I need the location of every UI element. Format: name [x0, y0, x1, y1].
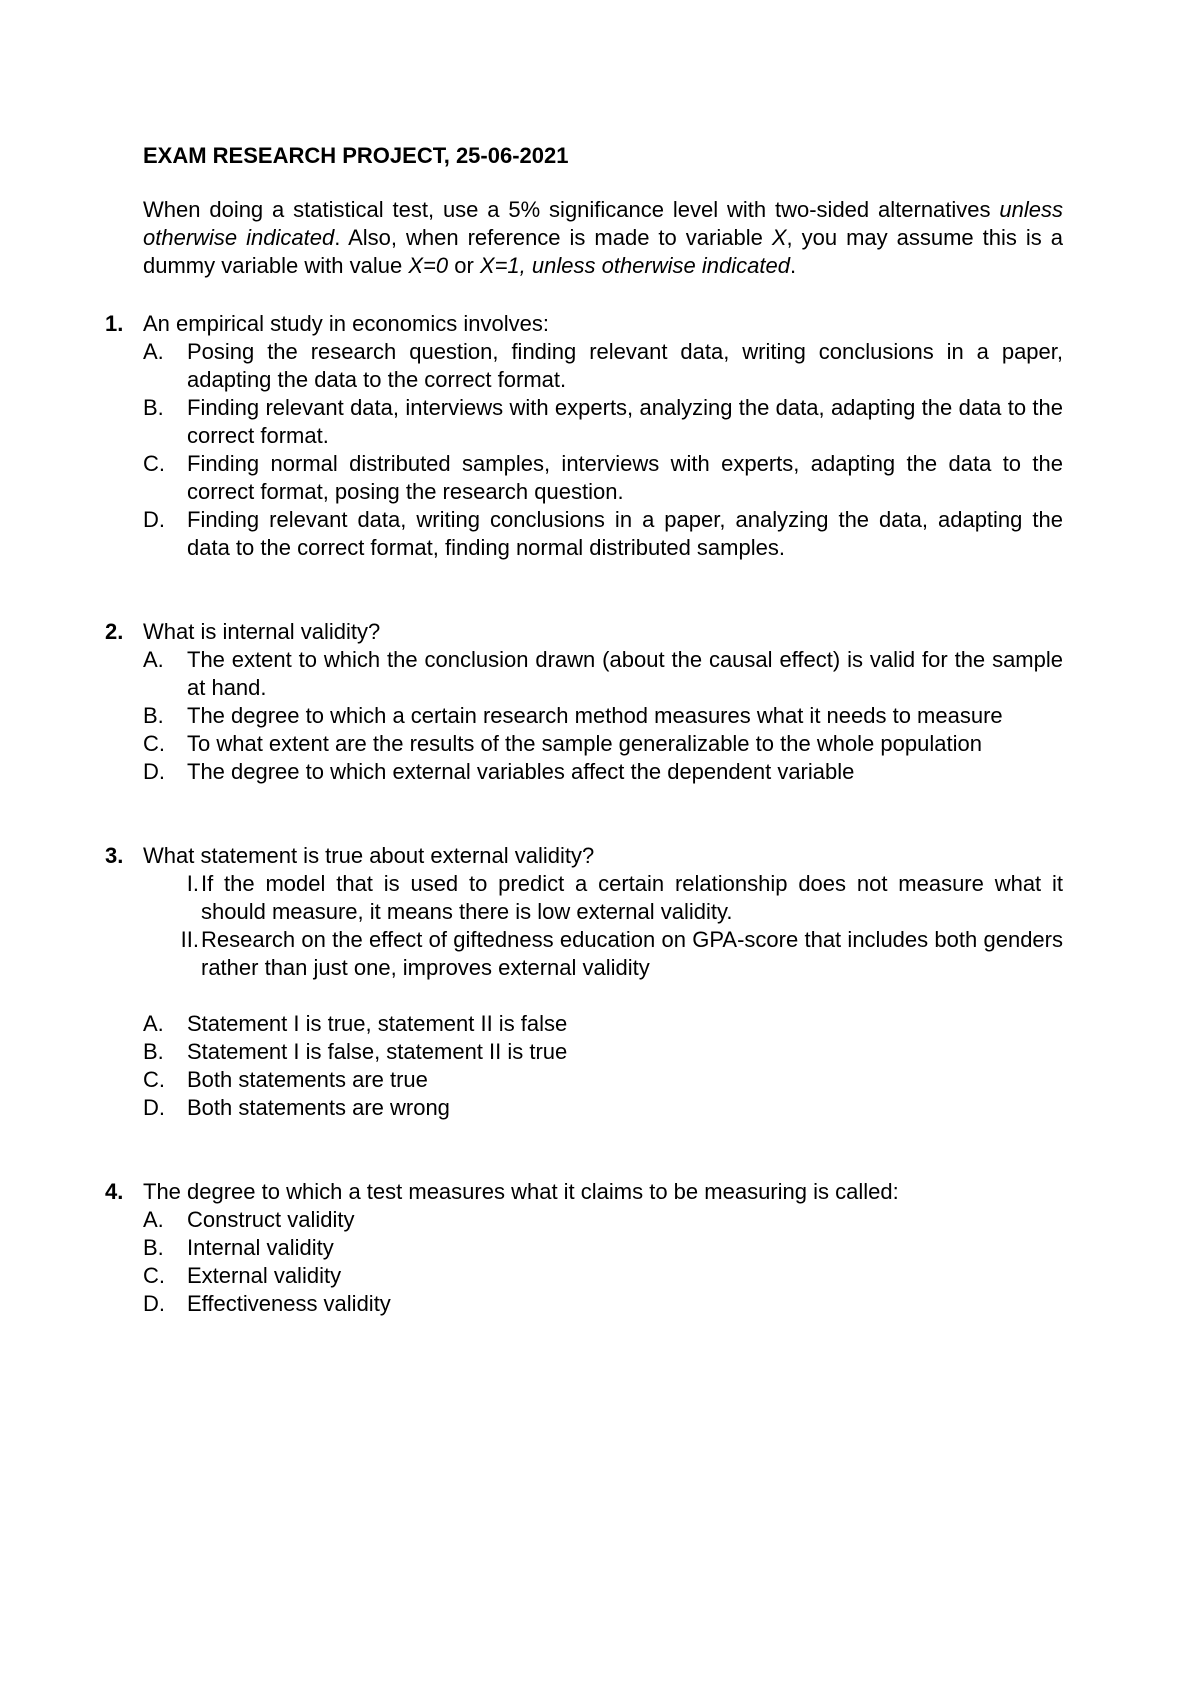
option-text: Both statements are true — [187, 1067, 428, 1092]
answer-options — [143, 338, 1063, 562]
statement-text: If the model that is used to predict a certain relationship does not measure what it should measure, it means there is low external validity. — [201, 871, 1063, 924]
instructions-text-2: . Also, when reference is made to variable — [334, 225, 772, 250]
instructions-text-4: or — [448, 253, 480, 278]
answer-option-a — [143, 338, 1063, 394]
option-text: Finding relevant data, interviews with experts, analyzing the data, adapting the data to the correct format. — [187, 395, 1063, 448]
spacer — [143, 562, 1063, 618]
statement-i — [171, 870, 1063, 926]
instructions-italic-4: X=1, unless otherwise indicated — [479, 253, 790, 278]
option-label: A. — [143, 339, 164, 364]
option-text: Statement I is true, statement II is false — [187, 1011, 568, 1036]
option-label: B. — [143, 703, 164, 728]
option-text: External validity — [187, 1263, 342, 1288]
answer-option-c — [143, 730, 1063, 758]
document-body — [105, 142, 1063, 1318]
option-text: To what extent are the results of the sample generalizable to the whole population — [187, 731, 982, 756]
answer-option-b — [143, 1038, 1063, 1066]
instructions-paragraph — [143, 196, 1063, 280]
option-label: C. — [143, 1263, 165, 1288]
option-label: C. — [143, 731, 165, 756]
instructions-text-3: , you may assume this is a dummy variable with value — [143, 225, 1063, 278]
answer-option-c — [143, 1262, 1063, 1290]
option-text: Statement I is false, statement II is true — [187, 1039, 568, 1064]
answer-option-c — [143, 1066, 1063, 1094]
answer-option-d — [143, 506, 1063, 562]
question-number: 3. — [105, 843, 124, 868]
spacer — [143, 1122, 1063, 1178]
question-3 — [105, 842, 1063, 1122]
statement-text: Research on the effect of giftedness education on GPA-score that includes both genders rather than just one, improves external validity — [201, 927, 1063, 980]
answer-options — [143, 646, 1063, 786]
statement-label: II. — [180, 927, 199, 952]
option-label: B. — [143, 1235, 164, 1260]
question-text: What statement is true about external validity? — [143, 843, 595, 868]
answer-option-a — [143, 646, 1063, 702]
option-text: Finding relevant data, writing conclusions in a paper, analyzing the data, adapting the data to the correct format, finding normal distributed samples. — [187, 507, 1063, 560]
question-number: 1. — [105, 311, 124, 336]
option-label: B. — [143, 1039, 164, 1064]
instructions-italic-3: X=0 — [408, 253, 449, 278]
instructions-text-5: . — [789, 253, 797, 278]
statement-list — [143, 870, 1063, 982]
answer-option-c — [143, 450, 1063, 506]
option-label: D. — [143, 1291, 165, 1316]
option-text: The degree to which a certain research method measures what it needs to measure — [187, 703, 1003, 728]
option-label: C. — [143, 1067, 165, 1092]
option-text: Effectiveness validity — [187, 1291, 391, 1316]
instructions-italic-1: unless otherwise indicated — [143, 197, 1063, 250]
option-label: D. — [143, 507, 165, 532]
option-text: Both statements are wrong — [187, 1095, 450, 1120]
option-text: The degree to which external variables affect the dependent variable — [187, 759, 855, 784]
question-number: 4. — [105, 1179, 124, 1204]
question-1 — [105, 310, 1063, 562]
question-text: What is internal validity? — [143, 619, 381, 644]
answer-option-d — [143, 1290, 1063, 1318]
spacer — [143, 786, 1063, 842]
option-label: C. — [143, 451, 165, 476]
answer-option-d — [143, 758, 1063, 786]
instructions-italic-2: X — [771, 225, 787, 250]
question-4 — [105, 1178, 1063, 1318]
answer-option-b — [143, 1234, 1063, 1262]
question-text: An empirical study in economics involves: — [143, 311, 549, 336]
answer-options — [143, 1206, 1063, 1318]
statement-label: I. — [186, 871, 199, 896]
option-text: The extent to which the conclusion drawn (about the causal effect) is valid for the sample at hand. — [187, 647, 1063, 700]
option-text: Internal validity — [187, 1235, 334, 1260]
option-label: A. — [143, 1011, 164, 1036]
answer-option-b — [143, 702, 1063, 730]
answer-option-d — [143, 1094, 1063, 1122]
option-text: Finding normal distributed samples, interviews with experts, adapting the data to the correct format, posing the research question. — [187, 451, 1063, 504]
exam-title: EXAM RESEARCH PROJECT, 25-06-2021 — [143, 143, 569, 168]
option-label: B. — [143, 395, 164, 420]
question-2 — [105, 618, 1063, 786]
question-number: 2. — [105, 619, 124, 644]
statement-ii — [171, 926, 1063, 982]
question-text: The degree to which a test measures what it claims to be measuring is called: — [143, 1179, 899, 1204]
option-label: D. — [143, 759, 165, 784]
answer-options — [143, 1010, 1063, 1122]
option-label: A. — [143, 647, 164, 672]
answer-option-b — [143, 394, 1063, 450]
instructions-text-1: When doing a statistical test, use a 5% significance level with two-sided alternatives — [143, 197, 1000, 222]
option-label: D. — [143, 1095, 165, 1120]
option-label: A. — [143, 1207, 164, 1232]
answer-option-a — [143, 1010, 1063, 1038]
spacer — [143, 982, 1063, 1010]
option-text: Posing the research question, finding relevant data, writing conclusions in a paper, adapting the data to the correct format. — [187, 339, 1063, 392]
answer-option-a — [143, 1206, 1063, 1234]
option-text: Construct validity — [187, 1207, 355, 1232]
